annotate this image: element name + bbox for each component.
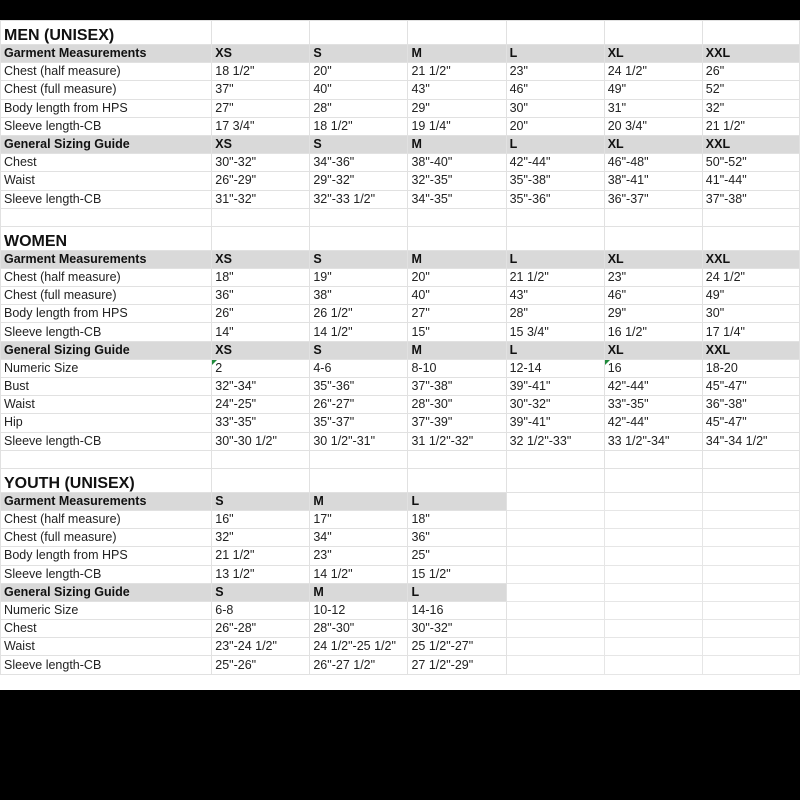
empty-cell[interactable] xyxy=(702,226,799,250)
women-value-cell[interactable]: 38" xyxy=(310,287,408,305)
empty-cell[interactable] xyxy=(604,450,702,468)
women-value-cell[interactable]: 36" xyxy=(212,287,310,305)
empty-cell[interactable] xyxy=(702,21,799,45)
empty-cell[interactable] xyxy=(702,468,799,492)
women-guide-header-row xyxy=(1,341,800,359)
youth-value-cell[interactable]: 21 1/2" xyxy=(212,547,310,565)
men-value-cell[interactable]: 20" xyxy=(506,117,604,135)
youth-guide-header-row xyxy=(1,583,800,601)
youth-size-header[interactable]: L xyxy=(408,583,506,601)
women-value-cell[interactable]: 15 3/4" xyxy=(506,323,604,341)
women-value-cell[interactable]: 37"-39" xyxy=(408,414,506,432)
men-value-cell[interactable]: 28" xyxy=(310,99,408,117)
youth-value-cell[interactable]: 17" xyxy=(310,510,408,528)
women-value-cell[interactable]: 45"-47" xyxy=(702,378,799,396)
women-value-cell[interactable]: 46" xyxy=(604,287,702,305)
youth-value-cell[interactable]: 6-8 xyxy=(212,601,310,619)
empty-cell[interactable] xyxy=(604,656,702,674)
empty-cell[interactable] xyxy=(506,547,604,565)
youth-size-header[interactable]: L xyxy=(408,492,506,510)
empty-cell[interactable] xyxy=(604,21,702,45)
empty-cell[interactable] xyxy=(604,492,702,510)
men-value-cell[interactable]: 32"-35" xyxy=(408,172,506,190)
women-row-label[interactable]: Bust xyxy=(1,378,212,396)
women-guide-row xyxy=(1,432,800,450)
empty-cell[interactable] xyxy=(506,492,604,510)
youth-value-cell[interactable]: 25"-26" xyxy=(212,656,310,674)
women-size-header[interactable]: S xyxy=(310,341,408,359)
men-size-header[interactable]: XS xyxy=(212,135,310,153)
empty-cell[interactable] xyxy=(604,583,702,601)
men-value-cell[interactable]: 35"-36" xyxy=(506,190,604,208)
women-size-header[interactable]: XXL xyxy=(702,250,799,268)
women-value-cell[interactable]: 30"-30 1/2" xyxy=(212,432,310,450)
empty-cell[interactable] xyxy=(212,468,310,492)
empty-cell[interactable] xyxy=(506,226,604,250)
men-size-header[interactable]: L xyxy=(506,135,604,153)
women-value-cell[interactable]: 30"-32" xyxy=(506,396,604,414)
men-size-header[interactable]: M xyxy=(408,45,506,63)
women-value-cell[interactable]: 16 xyxy=(604,359,702,377)
women-size-header[interactable]: L xyxy=(506,250,604,268)
men-value-cell[interactable]: 38"-41" xyxy=(604,172,702,190)
men-size-header[interactable]: M xyxy=(408,135,506,153)
men-value-cell[interactable]: 37"-38" xyxy=(702,190,799,208)
men-row-label[interactable]: Sleeve length-CB xyxy=(1,117,212,135)
youth-value-cell[interactable]: 36" xyxy=(408,529,506,547)
empty-cell[interactable] xyxy=(604,529,702,547)
women-value-cell[interactable]: 26" xyxy=(212,305,310,323)
men-guide-row xyxy=(1,154,800,172)
size-chart-sheet xyxy=(0,20,800,690)
women-value-cell[interactable]: 17 1/4" xyxy=(702,323,799,341)
youth-value-cell[interactable]: 24 1/2"-25 1/2" xyxy=(310,638,408,656)
men-size-header[interactable]: XL xyxy=(604,45,702,63)
youth-guide-row xyxy=(1,656,800,674)
men-value-cell[interactable]: 46"-48" xyxy=(604,154,702,172)
youth-section-title[interactable]: YOUTH (UNISEX) xyxy=(1,468,212,492)
youth-value-cell[interactable]: 32" xyxy=(212,529,310,547)
women-value-cell[interactable]: 35"-36" xyxy=(310,378,408,396)
men-row-label[interactable]: Chest xyxy=(1,154,212,172)
empty-cell[interactable] xyxy=(310,21,408,45)
women-value-cell[interactable]: 33 1/2"-34" xyxy=(604,432,702,450)
empty-cell[interactable] xyxy=(506,468,604,492)
women-value-cell[interactable]: 30 1/2"-31" xyxy=(310,432,408,450)
women-row-label[interactable]: Numeric Size xyxy=(1,359,212,377)
women-size-header[interactable]: L xyxy=(506,341,604,359)
women-garment-header-row xyxy=(1,250,800,268)
men-garment-header-row xyxy=(1,45,800,63)
youth-row-label[interactable]: Waist xyxy=(1,638,212,656)
men-section-title[interactable]: MEN (UNISEX) xyxy=(1,21,212,45)
women-value-cell[interactable]: 32"-34" xyxy=(212,378,310,396)
youth-value-cell[interactable]: 27 1/2"-29" xyxy=(408,656,506,674)
women-guide-row xyxy=(1,414,800,432)
men-garment-row xyxy=(1,99,800,117)
men-value-cell[interactable]: 46" xyxy=(506,81,604,99)
youth-value-cell[interactable]: 30"-32" xyxy=(408,620,506,638)
men-value-cell[interactable]: 52" xyxy=(702,81,799,99)
empty-cell[interactable] xyxy=(702,547,799,565)
women-guide-row xyxy=(1,359,800,377)
women-value-cell[interactable]: 4-6 xyxy=(310,359,408,377)
women-value-cell[interactable]: 15" xyxy=(408,323,506,341)
empty-cell[interactable] xyxy=(702,638,799,656)
empty-cell[interactable] xyxy=(702,583,799,601)
men-size-header[interactable]: XL xyxy=(604,135,702,153)
women-value-cell[interactable]: 49" xyxy=(702,287,799,305)
women-value-cell[interactable]: 42"-44" xyxy=(604,378,702,396)
men-value-cell[interactable]: 18 1/2" xyxy=(310,117,408,135)
youth-value-cell[interactable]: 16" xyxy=(212,510,310,528)
empty-cell[interactable] xyxy=(408,21,506,45)
women-value-cell[interactable]: 2 xyxy=(212,359,310,377)
women-value-cell[interactable]: 18" xyxy=(212,268,310,286)
women-row-label[interactable]: Body length from HPS xyxy=(1,305,212,323)
men-value-cell[interactable]: 31"-32" xyxy=(212,190,310,208)
youth-value-cell[interactable]: 25" xyxy=(408,547,506,565)
men-value-cell[interactable]: 30" xyxy=(506,99,604,117)
women-value-cell[interactable]: 20" xyxy=(408,268,506,286)
empty-cell[interactable] xyxy=(212,450,310,468)
men-size-header[interactable]: S xyxy=(310,135,408,153)
men-value-cell[interactable]: 21 1/2" xyxy=(408,63,506,81)
empty-cell[interactable] xyxy=(702,565,799,583)
empty-cell[interactable] xyxy=(212,21,310,45)
youth-row-label[interactable]: Sleeve length-CB xyxy=(1,565,212,583)
women-garment-header-label[interactable]: Garment Measurements xyxy=(1,250,212,268)
women-value-cell[interactable]: 18-20 xyxy=(702,359,799,377)
empty-cell[interactable] xyxy=(408,226,506,250)
men-value-cell[interactable]: 41"-44" xyxy=(702,172,799,190)
youth-garment-row xyxy=(1,529,800,547)
empty-cell[interactable] xyxy=(604,565,702,583)
men-value-cell[interactable]: 24 1/2" xyxy=(604,63,702,81)
women-section-title[interactable]: WOMEN xyxy=(1,226,212,250)
empty-cell[interactable] xyxy=(506,620,604,638)
empty-cell[interactable] xyxy=(506,450,604,468)
youth-value-cell[interactable]: 26"-27 1/2" xyxy=(310,656,408,674)
empty-cell[interactable] xyxy=(702,601,799,619)
youth-garment-row xyxy=(1,547,800,565)
empty-cell[interactable] xyxy=(212,208,310,226)
men-garment-header-label[interactable]: Garment Measurements xyxy=(1,45,212,63)
empty-cell[interactable] xyxy=(604,547,702,565)
youth-row-label[interactable]: Chest xyxy=(1,620,212,638)
empty-cell[interactable] xyxy=(506,529,604,547)
women-guide-row xyxy=(1,378,800,396)
youth-garment-row xyxy=(1,565,800,583)
women-row-label[interactable]: Sleeve length-CB xyxy=(1,323,212,341)
men-size-header[interactable]: XXL xyxy=(702,135,799,153)
youth-row-label[interactable]: Chest (half measure) xyxy=(1,510,212,528)
men-row-label[interactable]: Chest (half measure) xyxy=(1,63,212,81)
empty-cell[interactable] xyxy=(604,510,702,528)
women-value-cell[interactable]: 35"-37" xyxy=(310,414,408,432)
men-value-cell[interactable]: 29" xyxy=(408,99,506,117)
youth-value-cell[interactable]: 23" xyxy=(310,547,408,565)
youth-value-cell[interactable]: 14-16 xyxy=(408,601,506,619)
youth-row-label[interactable]: Body length from HPS xyxy=(1,547,212,565)
women-value-cell[interactable]: 40" xyxy=(408,287,506,305)
empty-cell[interactable] xyxy=(506,21,604,45)
empty-cell[interactable] xyxy=(604,638,702,656)
women-row-label[interactable]: Chest (full measure) xyxy=(1,287,212,305)
empty-cell[interactable] xyxy=(702,656,799,674)
men-size-header[interactable]: XXL xyxy=(702,45,799,63)
women-value-cell[interactable]: 36"-38" xyxy=(702,396,799,414)
men-size-header[interactable]: S xyxy=(310,45,408,63)
women-row-label[interactable]: Hip xyxy=(1,414,212,432)
youth-guide-header-label[interactable]: General Sizing Guide xyxy=(1,583,212,601)
men-value-cell[interactable]: 20 3/4" xyxy=(604,117,702,135)
women-value-cell[interactable]: 45"-47" xyxy=(702,414,799,432)
youth-value-cell[interactable]: 18" xyxy=(408,510,506,528)
women-value-cell[interactable]: 39"-41" xyxy=(506,414,604,432)
women-value-cell[interactable]: 33"-35" xyxy=(212,414,310,432)
empty-cell[interactable] xyxy=(506,565,604,583)
empty-cell[interactable] xyxy=(212,226,310,250)
empty-cell[interactable] xyxy=(506,208,604,226)
women-value-cell[interactable]: 21 1/2" xyxy=(506,268,604,286)
men-value-cell[interactable]: 40" xyxy=(310,81,408,99)
women-value-cell[interactable]: 32 1/2"-33" xyxy=(506,432,604,450)
men-garment-row xyxy=(1,117,800,135)
empty-cell[interactable] xyxy=(310,208,408,226)
women-garment-row xyxy=(1,287,800,305)
men-value-cell[interactable]: 20" xyxy=(310,63,408,81)
youth-garment-row xyxy=(1,510,800,528)
men-value-cell[interactable]: 34"-36" xyxy=(310,154,408,172)
women-value-cell[interactable]: 39"-41" xyxy=(506,378,604,396)
women-value-cell[interactable]: 33"-35" xyxy=(604,396,702,414)
men-value-cell[interactable]: 37" xyxy=(212,81,310,99)
youth-value-cell[interactable]: 28"-30" xyxy=(310,620,408,638)
men-value-cell[interactable]: 38"-40" xyxy=(408,154,506,172)
men-value-cell[interactable]: 49" xyxy=(604,81,702,99)
men-value-cell[interactable]: 27" xyxy=(212,99,310,117)
empty-cell[interactable] xyxy=(604,601,702,619)
youth-size-header[interactable]: M xyxy=(310,492,408,510)
women-value-cell[interactable]: 34"-34 1/2" xyxy=(702,432,799,450)
men-value-cell[interactable]: 31" xyxy=(604,99,702,117)
women-guide-header-label[interactable]: General Sizing Guide xyxy=(1,341,212,359)
youth-guide-row xyxy=(1,620,800,638)
youth-size-header[interactable]: M xyxy=(310,583,408,601)
men-value-cell[interactable]: 23" xyxy=(506,63,604,81)
men-guide-row xyxy=(1,172,800,190)
empty-cell[interactable] xyxy=(702,529,799,547)
empty-cell[interactable] xyxy=(702,208,799,226)
women-size-header[interactable]: S xyxy=(310,250,408,268)
empty-cell[interactable] xyxy=(408,208,506,226)
men-title-row xyxy=(1,21,800,45)
men-value-cell[interactable]: 43" xyxy=(408,81,506,99)
youth-value-cell[interactable]: 13 1/2" xyxy=(212,565,310,583)
women-row-label[interactable]: Sleeve length-CB xyxy=(1,432,212,450)
empty-cell[interactable] xyxy=(702,620,799,638)
youth-title-row xyxy=(1,468,800,492)
women-size-header[interactable]: XL xyxy=(604,341,702,359)
men-value-cell[interactable]: 36"-37" xyxy=(604,190,702,208)
women-value-cell[interactable]: 19" xyxy=(310,268,408,286)
empty-cell[interactable] xyxy=(408,450,506,468)
men-row-label[interactable]: Body length from HPS xyxy=(1,99,212,117)
men-value-cell[interactable]: 21 1/2" xyxy=(702,117,799,135)
women-value-cell[interactable]: 27" xyxy=(408,305,506,323)
men-value-cell[interactable]: 19 1/4" xyxy=(408,117,506,135)
empty-cell[interactable] xyxy=(310,450,408,468)
women-value-cell[interactable]: 43" xyxy=(506,287,604,305)
men-value-cell[interactable]: 35"-38" xyxy=(506,172,604,190)
men-garment-row xyxy=(1,81,800,99)
men-guide-header-row xyxy=(1,135,800,153)
empty-cell[interactable] xyxy=(702,510,799,528)
women-value-cell[interactable]: 14 1/2" xyxy=(310,323,408,341)
empty-cell[interactable] xyxy=(1,208,212,226)
men-value-cell[interactable]: 32" xyxy=(702,99,799,117)
women-row-label[interactable]: Waist xyxy=(1,396,212,414)
women-value-cell[interactable]: 31 1/2"-32" xyxy=(408,432,506,450)
women-title-row xyxy=(1,226,800,250)
size-chart-table xyxy=(0,20,800,675)
men-value-cell[interactable]: 26"-29" xyxy=(212,172,310,190)
women-garment-row xyxy=(1,323,800,341)
women-value-cell[interactable]: 30" xyxy=(702,305,799,323)
youth-row-label[interactable]: Sleeve length-CB xyxy=(1,656,212,674)
empty-cell[interactable] xyxy=(310,468,408,492)
women-row-label[interactable]: Chest (half measure) xyxy=(1,268,212,286)
empty-cell[interactable] xyxy=(310,226,408,250)
women-size-header[interactable]: XS xyxy=(212,250,310,268)
men-row-label[interactable]: Waist xyxy=(1,172,212,190)
empty-cell[interactable] xyxy=(506,583,604,601)
youth-size-header[interactable]: S xyxy=(212,583,310,601)
women-size-header[interactable]: M xyxy=(408,250,506,268)
women-value-cell[interactable]: 16 1/2" xyxy=(604,323,702,341)
youth-value-cell[interactable]: 14 1/2" xyxy=(310,565,408,583)
women-value-cell[interactable]: 24 1/2" xyxy=(702,268,799,286)
men-row-label[interactable]: Chest (full measure) xyxy=(1,81,212,99)
empty-cell[interactable] xyxy=(506,656,604,674)
men-size-header[interactable]: L xyxy=(506,45,604,63)
women-value-cell[interactable]: 29" xyxy=(604,305,702,323)
women-value-cell[interactable]: 12-14 xyxy=(506,359,604,377)
youth-row-label[interactable]: Chest (full measure) xyxy=(1,529,212,547)
empty-cell[interactable] xyxy=(506,638,604,656)
men-guide-header-label[interactable]: General Sizing Guide xyxy=(1,135,212,153)
women-value-cell[interactable]: 26 1/2" xyxy=(310,305,408,323)
empty-cell[interactable] xyxy=(604,208,702,226)
men-value-cell[interactable]: 50"-52" xyxy=(702,154,799,172)
women-garment-row xyxy=(1,268,800,286)
youth-value-cell[interactable]: 26"-28" xyxy=(212,620,310,638)
empty-cell[interactable] xyxy=(604,468,702,492)
empty-cell[interactable] xyxy=(1,450,212,468)
men-value-cell[interactable]: 32"-33 1/2" xyxy=(310,190,408,208)
women-value-cell[interactable]: 28" xyxy=(506,305,604,323)
women-size-header[interactable]: XS xyxy=(212,341,310,359)
youth-value-cell[interactable]: 34" xyxy=(310,529,408,547)
men-value-cell[interactable]: 30"-32" xyxy=(212,154,310,172)
youth-size-header[interactable]: S xyxy=(212,492,310,510)
women-value-cell[interactable]: 14" xyxy=(212,323,310,341)
youth-garment-header-label[interactable]: Garment Measurements xyxy=(1,492,212,510)
women-value-cell[interactable]: 24"-25" xyxy=(212,396,310,414)
youth-value-cell[interactable]: 15 1/2" xyxy=(408,565,506,583)
women-value-cell[interactable]: 28"-30" xyxy=(408,396,506,414)
empty-cell[interactable] xyxy=(506,601,604,619)
empty-cell[interactable] xyxy=(604,226,702,250)
empty-cell[interactable] xyxy=(604,620,702,638)
men-garment-row xyxy=(1,63,800,81)
men-value-cell[interactable]: 34"-35" xyxy=(408,190,506,208)
men-size-header[interactable]: XS xyxy=(212,45,310,63)
men-guide-row xyxy=(1,190,800,208)
women-value-cell[interactable]: 8-10 xyxy=(408,359,506,377)
youth-garment-header-row xyxy=(1,492,800,510)
women-value-cell[interactable]: 37"-38" xyxy=(408,378,506,396)
youth-value-cell[interactable]: 25 1/2"-27" xyxy=(408,638,506,656)
men-value-cell[interactable]: 42"-44" xyxy=(506,154,604,172)
men-value-cell[interactable]: 29"-32" xyxy=(310,172,408,190)
men-value-cell[interactable]: 26" xyxy=(702,63,799,81)
women-value-cell[interactable]: 42"-44" xyxy=(604,414,702,432)
youth-row-label[interactable]: Numeric Size xyxy=(1,601,212,619)
men-value-cell[interactable]: 18 1/2" xyxy=(212,63,310,81)
youth-value-cell[interactable]: 23"-24 1/2" xyxy=(212,638,310,656)
empty-cell[interactable] xyxy=(408,468,506,492)
women-guide-row xyxy=(1,396,800,414)
spacer-row xyxy=(1,450,800,468)
women-garment-row xyxy=(1,305,800,323)
women-size-header[interactable]: XL xyxy=(604,250,702,268)
spacer-row xyxy=(1,208,800,226)
youth-guide-row xyxy=(1,601,800,619)
youth-value-cell[interactable]: 10-12 xyxy=(310,601,408,619)
men-row-label[interactable]: Sleeve length-CB xyxy=(1,190,212,208)
youth-guide-row xyxy=(1,638,800,656)
empty-cell[interactable] xyxy=(506,510,604,528)
empty-cell[interactable] xyxy=(702,492,799,510)
women-size-header[interactable]: XXL xyxy=(702,341,799,359)
size-chart-body xyxy=(1,21,800,675)
women-value-cell[interactable]: 26"-27" xyxy=(310,396,408,414)
men-value-cell[interactable]: 17 3/4" xyxy=(212,117,310,135)
women-size-header[interactable]: M xyxy=(408,341,506,359)
women-value-cell[interactable]: 23" xyxy=(604,268,702,286)
empty-cell[interactable] xyxy=(702,450,799,468)
